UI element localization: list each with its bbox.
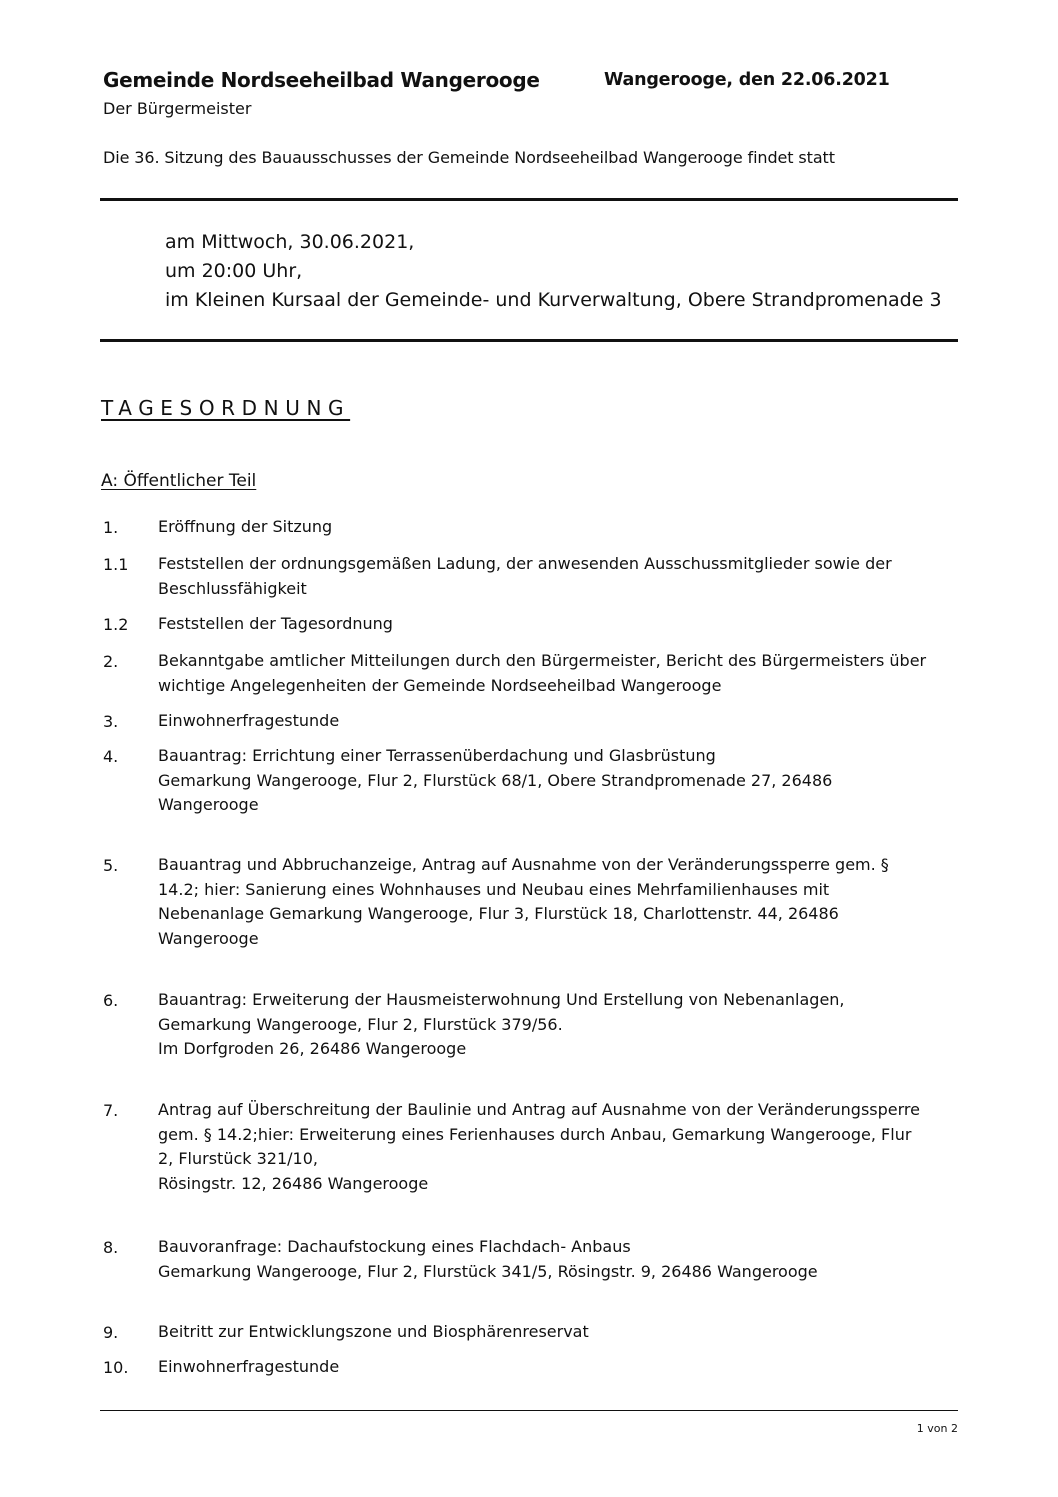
agenda-item-line: Gemarkung Wangerooge, Flur 2, Flurstück 341/5, Rösingstr. 9, 26486 Wangerooge (158, 1261, 818, 1281)
agenda-item-line: 2, Flurstück 321/10, (158, 1149, 318, 1168)
agenda-item-line: Bauantrag und Abbruchanzeige, Antrag auf Ausnahme von der Veränderungssperre gem. § (158, 855, 889, 874)
agenda-item-line: Bauantrag: Errichtung einer Terrassenüberdachung und Glasbrüstung (158, 746, 716, 765)
agenda-item-line: Beschlussfähigkeit (158, 578, 307, 598)
agenda-item-line: Rösingstr. 12, 26486 Wangerooge (158, 1173, 429, 1193)
agenda-item-number: 10. (103, 1358, 129, 1377)
agenda-title: TAGESORDNUNG (101, 396, 351, 420)
divider-top (100, 198, 958, 201)
agenda-item-number: 1. (103, 518, 119, 537)
agenda-item-line: Gemarkung Wangerooge, Flur 2, Flurstück 379/56. (158, 1014, 563, 1034)
agenda-item-number: 7. (103, 1101, 119, 1120)
agenda-item-number: 9. (103, 1323, 119, 1342)
agenda-item-text (158, 1355, 958, 1380)
agenda-item-text (158, 649, 958, 698)
meeting-day: am Mittwoch, 30.06.2021, (165, 231, 415, 253)
agenda-item-line: Einwohnerfragestunde (158, 711, 340, 730)
mayor-title: Der Bürgermeister (103, 99, 252, 118)
agenda-item-number: 8. (103, 1238, 119, 1257)
municipality-name: Gemeinde Nordseeheilbad Wangerooge (103, 68, 540, 92)
agenda-item-number: 5. (103, 856, 119, 875)
agenda-item-text (158, 988, 958, 1062)
divider-bottom (100, 339, 958, 342)
agenda-item-line: Im Dorfgroden 26, 26486 Wangerooge (158, 1039, 467, 1058)
agenda-item-number: 6. (103, 991, 119, 1010)
agenda-item-number: 1.1 (103, 555, 129, 574)
agenda-item-text (158, 744, 958, 818)
agenda-item-number: 1.2 (103, 615, 129, 634)
agenda-item-text (158, 709, 958, 734)
agenda-item-line: Bekanntgabe amtlicher Mitteilungen durch den Bürgermeister, Bericht des Bürgermeisters über (158, 651, 927, 670)
agenda-item-line: wichtige Angelegenheiten der Gemeinde Nordseeheilbad Wangerooge (158, 675, 722, 695)
agenda-item-line: Einwohnerfragestunde (158, 1357, 340, 1376)
agenda-item-number: 2. (103, 652, 119, 671)
agenda-item-text (158, 853, 958, 951)
agenda-item-number: 4. (103, 747, 119, 766)
agenda-item-text (158, 612, 958, 637)
agenda-item-line: Feststellen der Tagesordnung (158, 614, 393, 633)
agenda-item-line: Gemarkung Wangerooge, Flur 2, Flurstück 68/1, Obere Strandpromenade 27, 26486 (158, 770, 833, 790)
date-line: Wangerooge, den 22.06.2021 (604, 70, 890, 90)
agenda-item-line: Eröffnung der Sitzung (158, 517, 333, 536)
footer-divider (100, 1410, 958, 1411)
agenda-item-line: Wangerooge (158, 928, 259, 948)
agenda-item-line: Beitritt zur Entwicklungszone und Biosphärenreservat (158, 1322, 589, 1341)
agenda-item-text (158, 552, 958, 601)
section-title: A: Öffentlicher Teil (101, 471, 257, 491)
page-number: 1 von 2 (916, 1422, 958, 1435)
agenda-item-text (158, 515, 958, 540)
meeting-place: im Kleinen Kursaal der Gemeinde- und Kurverwaltung, Obere Strandpromenade 3 (165, 289, 942, 311)
agenda-item-line: Nebenanlage Gemarkung Wangerooge, Flur 3, Flurstück 18, Charlottenstr. 44, 26486 (158, 904, 839, 923)
agenda-item-text (158, 1320, 958, 1345)
agenda-item-line: Antrag auf Überschreitung der Baulinie und Antrag auf Ausnahme von der Veränderungssperre (158, 1100, 920, 1119)
agenda-item-line: 14.2; hier: Sanierung eines Wohnhauses und Neubau eines Mehrfamilienhauses mit (158, 879, 830, 899)
agenda-item-text (158, 1235, 958, 1284)
meeting-time: um 20:00 Uhr, (165, 260, 303, 282)
agenda-item-text (158, 1098, 958, 1196)
agenda-item-line: Wangerooge (158, 795, 259, 814)
intro-sentence: Die 36. Sitzung des Bauausschusses der Gemeinde Nordseeheilbad Wangerooge findet statt (103, 148, 835, 167)
agenda-item-line: Bauvoranfrage: Dachaufstockung eines Flachdach- Anbaus (158, 1237, 631, 1256)
agenda-item-line: Bauantrag: Erweiterung der Hausmeisterwohnung Und Erstellung von Nebenanlagen, (158, 990, 845, 1009)
agenda-item-number: 3. (103, 712, 119, 731)
agenda-item-line: gem. § 14.2;hier: Erweiterung eines Ferienhauses durch Anbau, Gemarkung Wangerooge, Flur (158, 1124, 912, 1144)
agenda-item-line: Feststellen der ordnungsgemäßen Ladung, der anwesenden Ausschussmitglieder sowie der (158, 554, 892, 573)
